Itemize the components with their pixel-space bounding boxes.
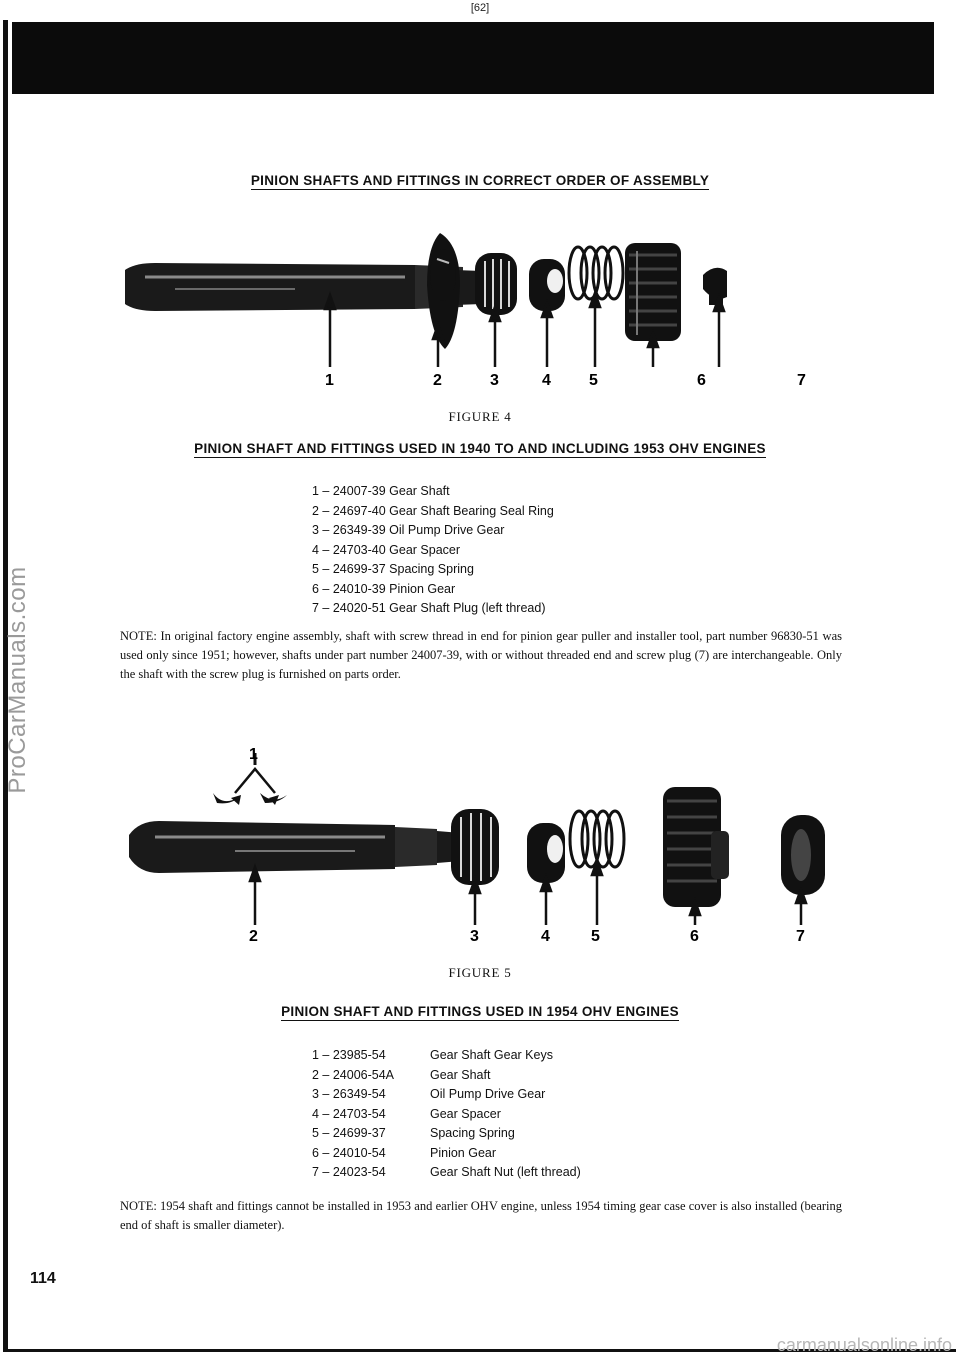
header-black-bar: [12, 22, 934, 94]
fig4-callout-4: 4: [542, 372, 551, 389]
fig5-oil-pump-drive-gear: [451, 809, 499, 885]
part-description: Gear Shaft Gear Keys: [430, 1048, 553, 1062]
part-description: Pinion Gear: [430, 1145, 497, 1160]
list-item: [312, 1085, 581, 1105]
part-description: Gear Spacer: [430, 1106, 501, 1121]
figure5-illustration: [115, 745, 835, 945]
part-number: 5 – 24699-37: [312, 1126, 386, 1140]
fig4-callout-1: 1: [325, 372, 334, 389]
list-item: 7 – 24020-51 Gear Shaft Plug (left thread): [312, 601, 546, 615]
figure5-caption: FIGURE 5: [448, 965, 512, 980]
fig4-seal-ring: [427, 233, 460, 349]
figure4-heading: [0, 173, 960, 188]
part-number: 6 – 24010-54: [312, 1145, 386, 1160]
figure5-title-text: PINION SHAFT AND FITTINGS USED IN 1954 OHV ENGINES: [281, 1004, 679, 1019]
list-item: 2 – 24697-40 Gear Shaft Bearing Seal Ring: [312, 503, 554, 518]
fig5-shaft-nut: [781, 815, 825, 895]
fig4-pinion-gear: [625, 243, 681, 341]
figure4-note: NOTE: In original factory engine assembly, shaft with screw thread in end for pinion gear puller and installer tool, part number 96830-51 was used only since 1951; however, shafts under part number 24007-39, with or without threaded end and screw plug (7) are interchangeable. Only the shaft with the screw plug is furnished on parts order.: [120, 629, 842, 681]
fig4-spacing-spring: [569, 247, 623, 299]
fig4-oil-pump-drive-gear: [475, 253, 517, 315]
bottom-watermark: carmanualsonline.info: [776, 1335, 952, 1355]
fig4-callout-labels: [325, 372, 806, 389]
fig5-callout-7: 7: [796, 928, 805, 945]
list-item: [312, 1144, 581, 1164]
page-marker: [62]: [470, 2, 490, 14]
figure5-parts-list: [312, 1046, 581, 1183]
fig5-callout-2: 2: [249, 928, 258, 945]
fig5-callout-3: 3: [470, 928, 479, 945]
part-number: 3 – 26349-54: [312, 1087, 386, 1101]
list-item: [312, 1105, 581, 1125]
part-description: Gear Shaft: [430, 1067, 491, 1082]
page-number: 114: [30, 1270, 56, 1287]
list-item: 6 – 24010-39 Pinion Gear: [312, 581, 456, 596]
fig5-callout-6: 6: [690, 928, 699, 945]
list-item: 5 – 24699-37 Spacing Spring: [312, 562, 474, 576]
fig4-callout-3: 3: [490, 372, 499, 389]
part-number: 4 – 24703-54: [312, 1106, 386, 1121]
figure5-title: [0, 1004, 960, 1019]
figure4-title-text: PINION SHAFT AND FITTINGS USED IN 1940 TO AND INCLUDING 1953 OHV ENGINES: [194, 441, 766, 456]
figure5-note: NOTE: 1954 shaft and fittings cannot be installed in 1953 and earlier OHV engine, unless 1954 timing gear case cover is also installed (bearing end of shaft is smaller diameter).: [120, 1199, 842, 1232]
figure4-title: [0, 441, 960, 456]
part-description: Oil Pump Drive Gear: [430, 1087, 546, 1101]
fig4-shaft-plug: [703, 268, 727, 305]
figure4-parts-list: [312, 482, 554, 619]
figure4-illustration: [115, 225, 835, 395]
list-item: [312, 1163, 581, 1183]
fig5-gear-shaft: [129, 821, 463, 873]
part-number: 7 – 24023-54: [312, 1165, 386, 1179]
part-description: Gear Shaft Nut (left thread): [430, 1165, 581, 1179]
list-item: [312, 1124, 581, 1144]
fig4-callout-2: 2: [433, 372, 442, 389]
figure4-caption: FIGURE 4: [448, 409, 512, 424]
part-number: 2 – 24006-54A: [312, 1067, 395, 1082]
fig5-callout-4: 4: [541, 928, 550, 945]
list-item: 1 – 24007-39 Gear Shaft: [312, 484, 450, 498]
fig4-callout-5: 5: [589, 372, 598, 389]
list-item: 3 – 26349-39 Oil Pump Drive Gear: [312, 523, 505, 537]
fig5-callout-5: 5: [591, 928, 600, 945]
fig4-callout-6: 6: [697, 372, 706, 389]
side-watermark-text: ProCarManuals.com: [4, 566, 31, 794]
fig5-pinion-gear: [663, 787, 729, 907]
figure4-heading-text: PINION SHAFTS AND FITTINGS IN CORRECT ORDER OF ASSEMBLY: [250, 173, 710, 188]
part-description: Spacing Spring: [430, 1126, 515, 1140]
list-item: [312, 1046, 581, 1066]
fig5-callout-1: 1: [249, 746, 258, 763]
part-number: 1 – 23985-54: [312, 1048, 386, 1062]
list-item: [312, 1066, 581, 1086]
list-item: 4 – 24703-40 Gear Spacer: [312, 542, 461, 557]
fig4-callout-7: 7: [797, 372, 806, 389]
